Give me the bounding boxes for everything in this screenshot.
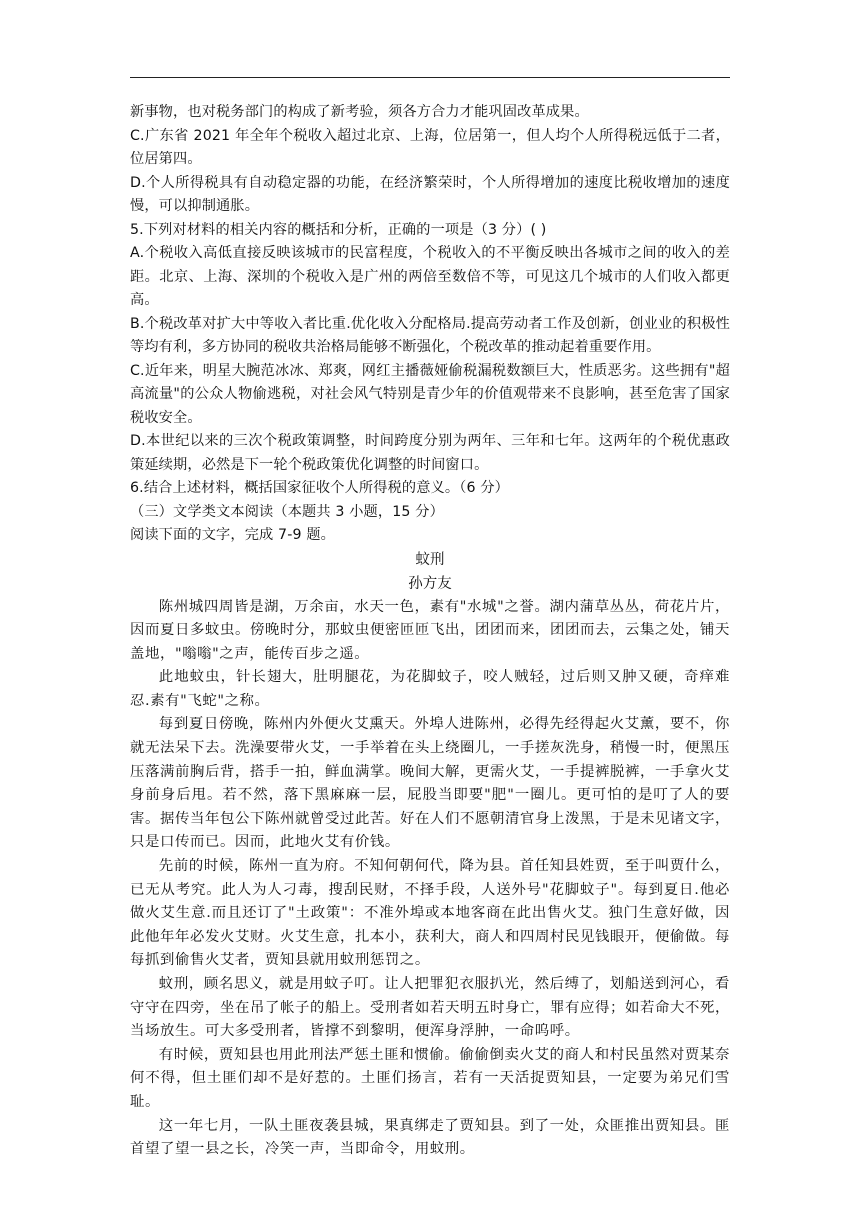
option-d-q5: D.本世纪以来的三次个税政策调整，时间跨度分别为两年、三年和七年。这两年的个税优惠政策延续期，必然是下一轮个税政策优化调整的时间窗口。 (130, 433, 730, 473)
option-b-q5: B.个税改革对扩大中等收入者比重.优化收入分配格局.提高劳动者工作及创新，创业业的积极性等均有利，多方协同的税收共治格局能够不断强化，个税改革的推动起着重要作用。 (130, 315, 730, 355)
reading-instruction: 阅读下面的文字，完成 7-9 题。 (130, 527, 335, 543)
story-paragraph: 每到夏日傍晚，陈州内外便火艾熏天。外埠人进陈州，必得先经得起火艾薰，要不，你就无法呆下去。洗澡要带火艾，一手举着在头上绕圈儿，一手搓灰洗身，稍慢一时，便黑压压落满前胸后背，搭手一拍，鲜血满掌。晚间大解，更需火艾，一手提裤脱裤，一手拿火艾身前身后甩。若不然，落下黑麻麻一层，屁股当即要"肥"一圈儿。更可怕的是叮了人的要害。据传当年包公下陈州就曾受过此苦。好在人们不愿朝清官身上泼黑，于是未见诸文字，只是口传而已。因而，此地火艾有价钱。 (130, 716, 730, 851)
option-d-q4: D.个人所得税具有自动稳定器的功能，在经济繁荣时，个人所得增加的速度比税收增加的速度慢，可以抑制通胀。 (130, 174, 730, 214)
question-5: 5.下列对材料的相关内容的概括和分析，正确的一项是（3 分）( ) (130, 221, 547, 238)
text-line: 新事物，也对税务部门的构成了新考验，须各方合力才能巩固改革成果。 (130, 104, 589, 120)
story-paragraph: 蚊刑，顾名思义，就是用蚊子叮。让人把罪犯衣服扒光，然后缚了，划船送到河心，看守守在四旁，坐在吊了帐子的船上。受刑者如若天明五时身亡，罪有应得；如若命大不死，当场放生。可大多受刑者，皆撑不到黎明，便浑身浮肿，一命呜呼。 (130, 976, 730, 1040)
story-paragraph: 陈州城四周皆是湖，万余亩，水天一色，素有"水城"之誉。湖内蒲草丛丛，荷花片片，因而夏日多蚊虫。傍晚时分，那蚊虫便密匝匝飞出，团团而来，团团而去，云集之处，铺天盖地，"嗡嗡"之声，能传百步之遥。 (130, 598, 730, 662)
document-content (130, 101, 730, 1162)
question-block (130, 101, 730, 548)
story-paragraph: 先前的时候，陈州一直为府。不知何朝何代，降为县。首任知县姓贾，至于叫贾什么，已无从考究。此人为人刁毒，搜刮民财，不择手段，人送外号"花脚蚊子"。每到夏日.他必做火艾生意.而且还订了"土政策"：不准外埠或本地客商在此出售火艾。独门生意好做，因此他年年必发火艾财。火艾生意，扎本小，获利大，商人和四周村民见钱眼开，便偷做。每每抓到偷售火艾者，贾知县就用蚊刑惩罚之。 (130, 858, 730, 969)
question-6: 6.结合上述材料，概括国家征收个人所得税的意义。（6 分） (130, 480, 510, 496)
story-paragraph: 此地蚊虫，针长翅大，肚明腿花，为花脚蚊子，咬人贼轻，过后则又肿又硬，奇痒难忍.素有"飞蛇"之称。 (130, 669, 730, 709)
story-paragraph: 有时候，贾知县也用此刑法严惩土匪和惯偷。偷偷倒卖火艾的商人和村民虽然对贾某奈何不得，但土匪们却不是好惹的。土匪们扬言，若有一天活捉贾知县，一定要为弟兄们雪耻。 (130, 1046, 730, 1110)
option-a-q5: A.个税收入高低直接反映该城市的民富程度，个税收入的不平衡反映出各城市之间的收入的差距。北京、上海、深圳的个税收入是广州的两倍至数倍不等，可见这几个城市的人们收入都更高。 (130, 245, 730, 308)
story-author: 孙方友 (408, 575, 452, 592)
option-c-q5: C.近年来，明星大腕范冰冰、郑爽，网红主播薇娅偷税漏税数额巨大，性质恶劣。这些拥有"超高流量"的公众人物偷逃税，对社会风气特别是青少年的价值观带来不良影响，甚至危害了国家税收安全。 (130, 362, 730, 426)
header-rule (130, 77, 730, 78)
story-title: 蚊刑 (415, 551, 445, 568)
story-paragraph: 这一年七月，一队土匪夜袭县城，果真绑走了贾知县。到了一处，众匪推出贾知县。匪首望了望一县之长，冷笑一声，当即命令，用蚊刑。 (130, 1117, 730, 1158)
story-section (130, 548, 730, 1162)
option-c-q4: C.广东省 2021 年全年个税收入超过北京、上海，位居第一，但人均个人所得税远低于二者，位居第四。 (130, 127, 730, 167)
section-heading: （三）文学类文本阅读（本题共 3 小题，15 分） (130, 503, 444, 520)
